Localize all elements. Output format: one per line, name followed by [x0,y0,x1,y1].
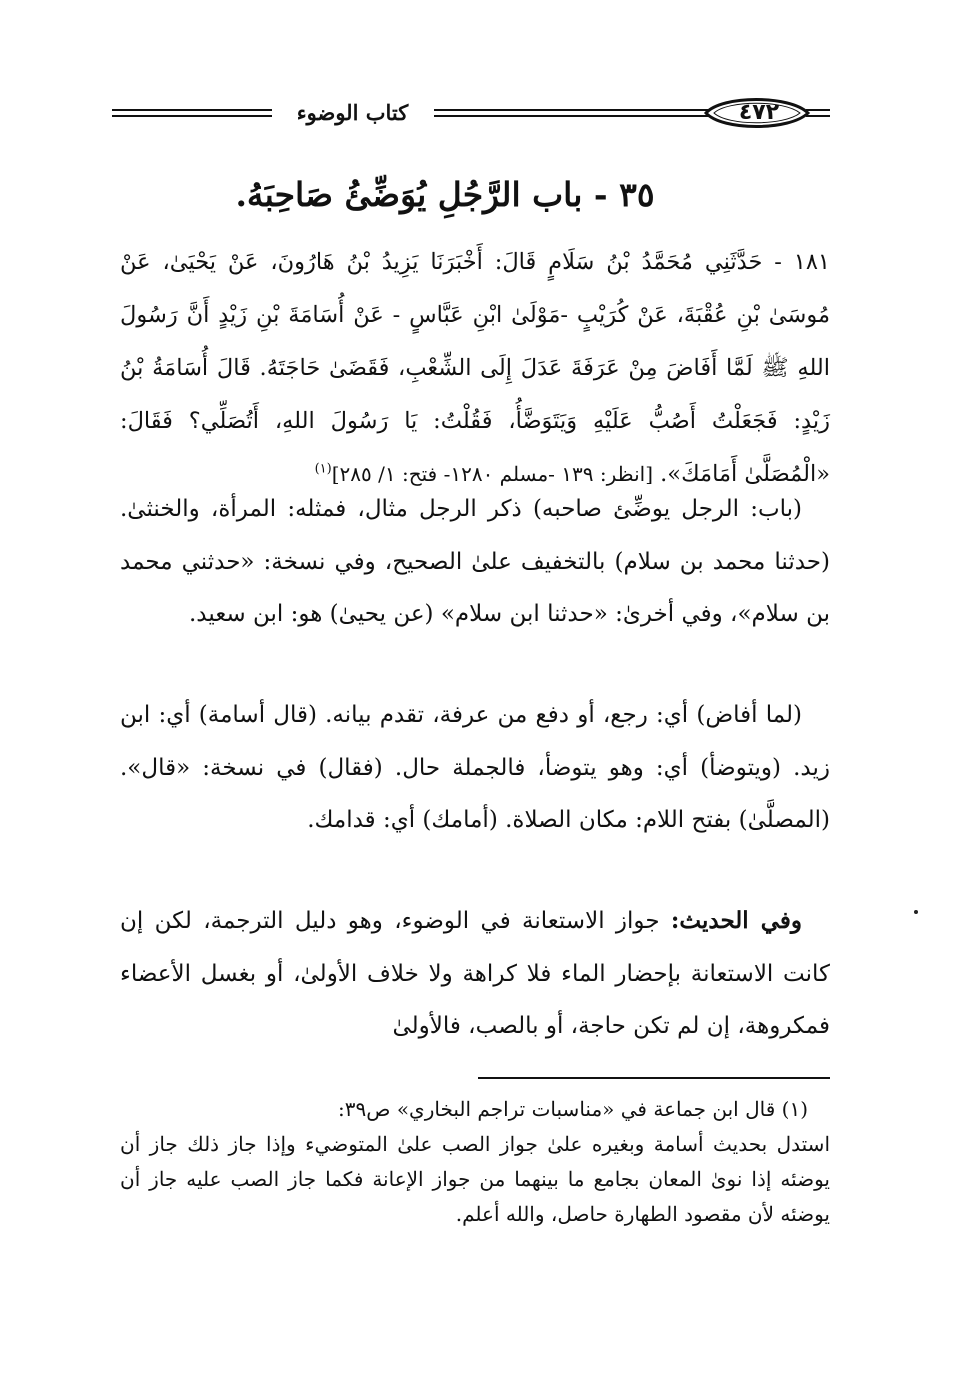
chapter-heading: ٣٥ - باب الرَّجُلِ يُوَضِّئُ صَاحِبَهُ. [235,175,655,214]
footnote-text: استدل بحديث أسامة وبغيره علىٰ جواز الصب علىٰ المتوضيء وإذا جاز ذلك جاز أن يوضئه إذا نوىٰ المعان بجامع ما بينهما من جواز الإعانة فكما جاز الصب عليه جاز أن يوضئه لأن مقصود الطهارة حاصل، والله أعلم. [120,1132,830,1226]
commentary-paragraph-3 [120,895,830,1053]
commentary-text-1: (باب: الرجل يوضِّئ صاحبه) ذكر الرجل مثال، فمثله: المرأة، والخنثىٰ. (حدثنا محمد بن سلام) بالتخفيف علىٰ الصحيح، وفي نسخة: «حدثني محمد بن سلام»، وفي أخرىٰ: «حدثنا ابن سلام» (عن يحيىٰ) هو: ابن سعيد. [120,496,830,627]
footnote [120,1092,830,1232]
commentary-paragraph-2 [120,689,830,847]
print-speck [914,910,918,914]
footnote-separator [478,1077,830,1079]
running-header-title: كتاب الوضوء [296,100,409,125]
commentary-paragraph-1 [120,483,830,641]
page-number: ٤٧٢ [738,100,780,125]
footnote-lead: (١) قال ابن جماعة في «مناسبات تراجم البخاري» ص٣٩: [338,1097,808,1121]
hadith-text: ١٨١ - حَدَّثَنِي مُحَمَّدُ بْنُ سَلَامٍ قَالَ: أَخْبَرَنَا يَزِيدُ بْنُ هَارُونَ، عَنْ يَحْيَىٰ، عَنْ مُوسَىٰ بْنِ عُقْبَةَ، عَنْ كُرَيْبٍ -مَوْلَىٰ ابْنِ عَبَّاسٍ - عَنْ أُسَامَةَ بْنِ زَيْدٍ أَنَّ رَسُولَ اللهِ ﷺ لَمَّا أَفَاضَ مِنْ عَرَفَةَ عَدَلَ إِلَى الشِّعْبِ، فَقَضَىٰ حَاجَتَهُ. قَالَ أُسَامَةُ بْنُ زَيْدٍ: فَجَعَلْتُ أَصُبُّ عَلَيْهِ وَيَتَوَضَّأُ، فَقُلْتُ: يَا رَسُولَ اللهِ، أَتُصَلِّي؟ فَقَالَ: «الْمُصَلَّىٰ أَمَامَكَ». [120,249,830,487]
commentary-text-3: جواز الاستعانة في الوضوء، وهو دليل الترجمة، لكن إن كانت الاستعانة بإحضار الماء فلا كراهة ولا خلاف الأولىٰ، أو بغسل الأعضاء فمكروهة، إن لم تكن حاجة، أو بالصب، فالأولىٰ [120,908,830,1039]
commentary-lead-word: وفي الحديث: [670,907,803,934]
footnote-marker: (١) [314,461,332,477]
hadith-reference: [انظر: ١٣٩ -مسلم ١٢٨٠- فتح: ١/ ٢٨٥] [331,462,653,486]
hadith-text-block [120,236,830,501]
commentary-text-2: (لما أفاض) أي: رجع، أو دفع من عرفة، تقدم بيانه. (قال أسامة) أي: ابن زيد. (ويتوضأ) أي: وهو يتوضأ، فالجملة حال. (فقال) في نسخة: «قال». (المصلَّىٰ) بفتح اللام: مكان الصلاة. (أمامك) أي: قدامك. [120,702,830,833]
running-header [100,92,830,136]
